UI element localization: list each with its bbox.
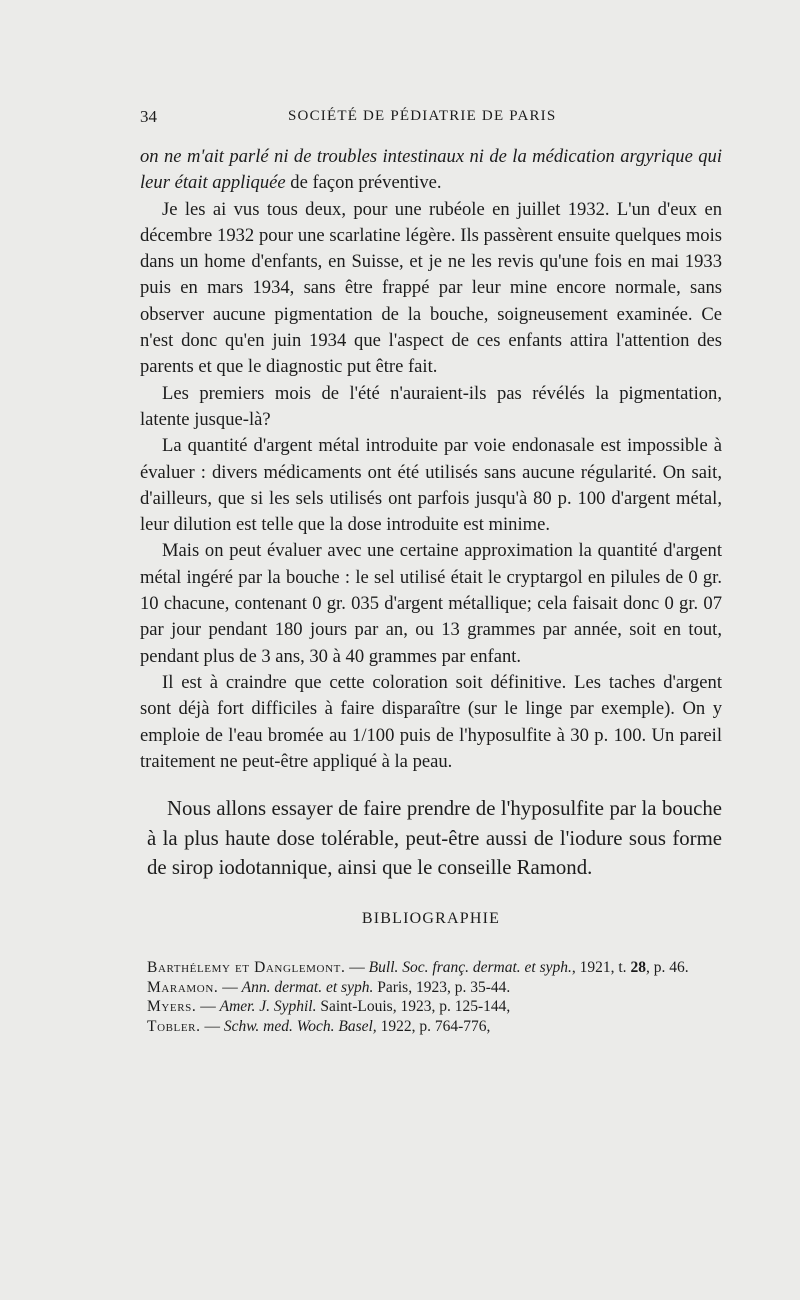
body-text <box>140 144 722 775</box>
italic-phrase: on ne m'ait parlé ni de troubles intestinaux ni de la médication argyrique qui leur était appliquée <box>140 146 722 194</box>
reference-journal: Schw. med. Woch. Basel, <box>223 1017 377 1035</box>
reference-journal: Bull. Soc. franç. dermat. et syph. <box>368 959 572 976</box>
reference-dash: — <box>200 1017 224 1035</box>
paragraph-2: Je les ai vus tous deux, pour une rubéole en juillet 1932. L'un d'eux en décembre 1932 pour une scarlatine légère. Ils passèrent ensuite quelques mois dans un home d'enfants, en Suisse, et je ne les revis qu'une fois en mai 1933 puis en mars 1934, sans être frappé par leur mine encore normale, sans observer aucune pigmentation de la bouche, soigneusement examinée. Ce n'est donc qu'en juin 1934 que l'aspect de ces enfants attira l'attention des parents et que le diagnostic put être fait. <box>140 198 722 378</box>
reference-item <box>147 1017 732 1037</box>
reference-details: , 1921, t. <box>571 959 631 976</box>
reference-author: Tobler. <box>147 1017 201 1035</box>
reference-pages: , p. 46. <box>645 959 689 976</box>
reference-volume: 28 <box>630 959 646 976</box>
reference-item <box>147 978 732 998</box>
paragraph-5: Mais on peut évaluer avec une certaine approximation la quantité d'argent métal ingéré par la bouche : le sel utilisé était le cryptargol en pilules de 0 gr. 10 chacune, contenant 0 gr. 035 d'argent métallique; cela faisait donc 0 gr. 07 par jour pendant 180 jours par an, ou 13 grammes par année, soit en tout, pendant plus de 3 ans, 30 à 40 grammes par enfant. <box>140 540 722 667</box>
page-number: 34 <box>140 107 157 126</box>
paragraph-1-rest: de façon préventive. <box>285 172 442 194</box>
reference-details: Saint-Louis, 1923, p. 125-144, <box>316 998 511 1015</box>
reference-item <box>147 958 732 978</box>
page-header <box>140 107 800 131</box>
running-head: SOCIÉTÉ DE PÉDIATRIE DE PARIS <box>288 108 557 124</box>
paragraph-4: La quantité d'argent métal introduite par voie endonasale est impossible à évaluer : divers médicaments ont été utilisés sans aucune régularité. On sait, d'ailleurs, que si les sels utilisés ont parfois jusqu'à 80 p. 100 d'argent métal, leur dilution est telle que la dose introduite est minime. <box>140 435 722 536</box>
reference-dash: — <box>196 998 220 1015</box>
reference-journal: Ann. dermat. et syph. <box>241 978 374 996</box>
reference-details: Paris, 1923, p. 35-44. <box>373 978 511 996</box>
reference-item <box>147 997 732 1017</box>
closing-text: Nous allons essayer de faire prendre de l'hyposulfite par la bouche à la plus haute dose tolérable, peut-être aussi de l'iodure sous forme de sirop iodotannique, ainsi que le conseille Ramond. <box>147 797 722 879</box>
reference-dash: — <box>345 959 369 976</box>
reference-dash: — <box>218 978 242 996</box>
bibliography-list <box>147 958 732 1036</box>
reference-author: Myers. <box>147 998 197 1015</box>
reference-author: Barthélemy et Danglemont. <box>147 959 346 976</box>
reference-journal: Amer. J. Syphil. <box>219 998 317 1015</box>
paragraph-6: Il est à craindre que cette coloration soit définitive. Les taches d'argent sont déjà fort difficiles à faire disparaître (sur le linge par exemple). On y emploie de l'eau bromée au 1/100 puis de l'hyposulfite à 30 p. 100. Un pareil traitement ne peut-être appliqué à la peau. <box>140 671 722 772</box>
bibliography-title: BIBLIOGRAPHIE <box>361 910 501 927</box>
closing-paragraph <box>147 794 722 883</box>
reference-details: 1922, p. 764-776, <box>376 1017 491 1035</box>
paragraph-1 <box>140 144 722 197</box>
reference-author: Maramon. <box>147 978 219 996</box>
paragraph-3: Les premiers mois de l'été n'auraient-ils pas révélés la pigmentation, latente jusque-là? <box>140 382 722 430</box>
